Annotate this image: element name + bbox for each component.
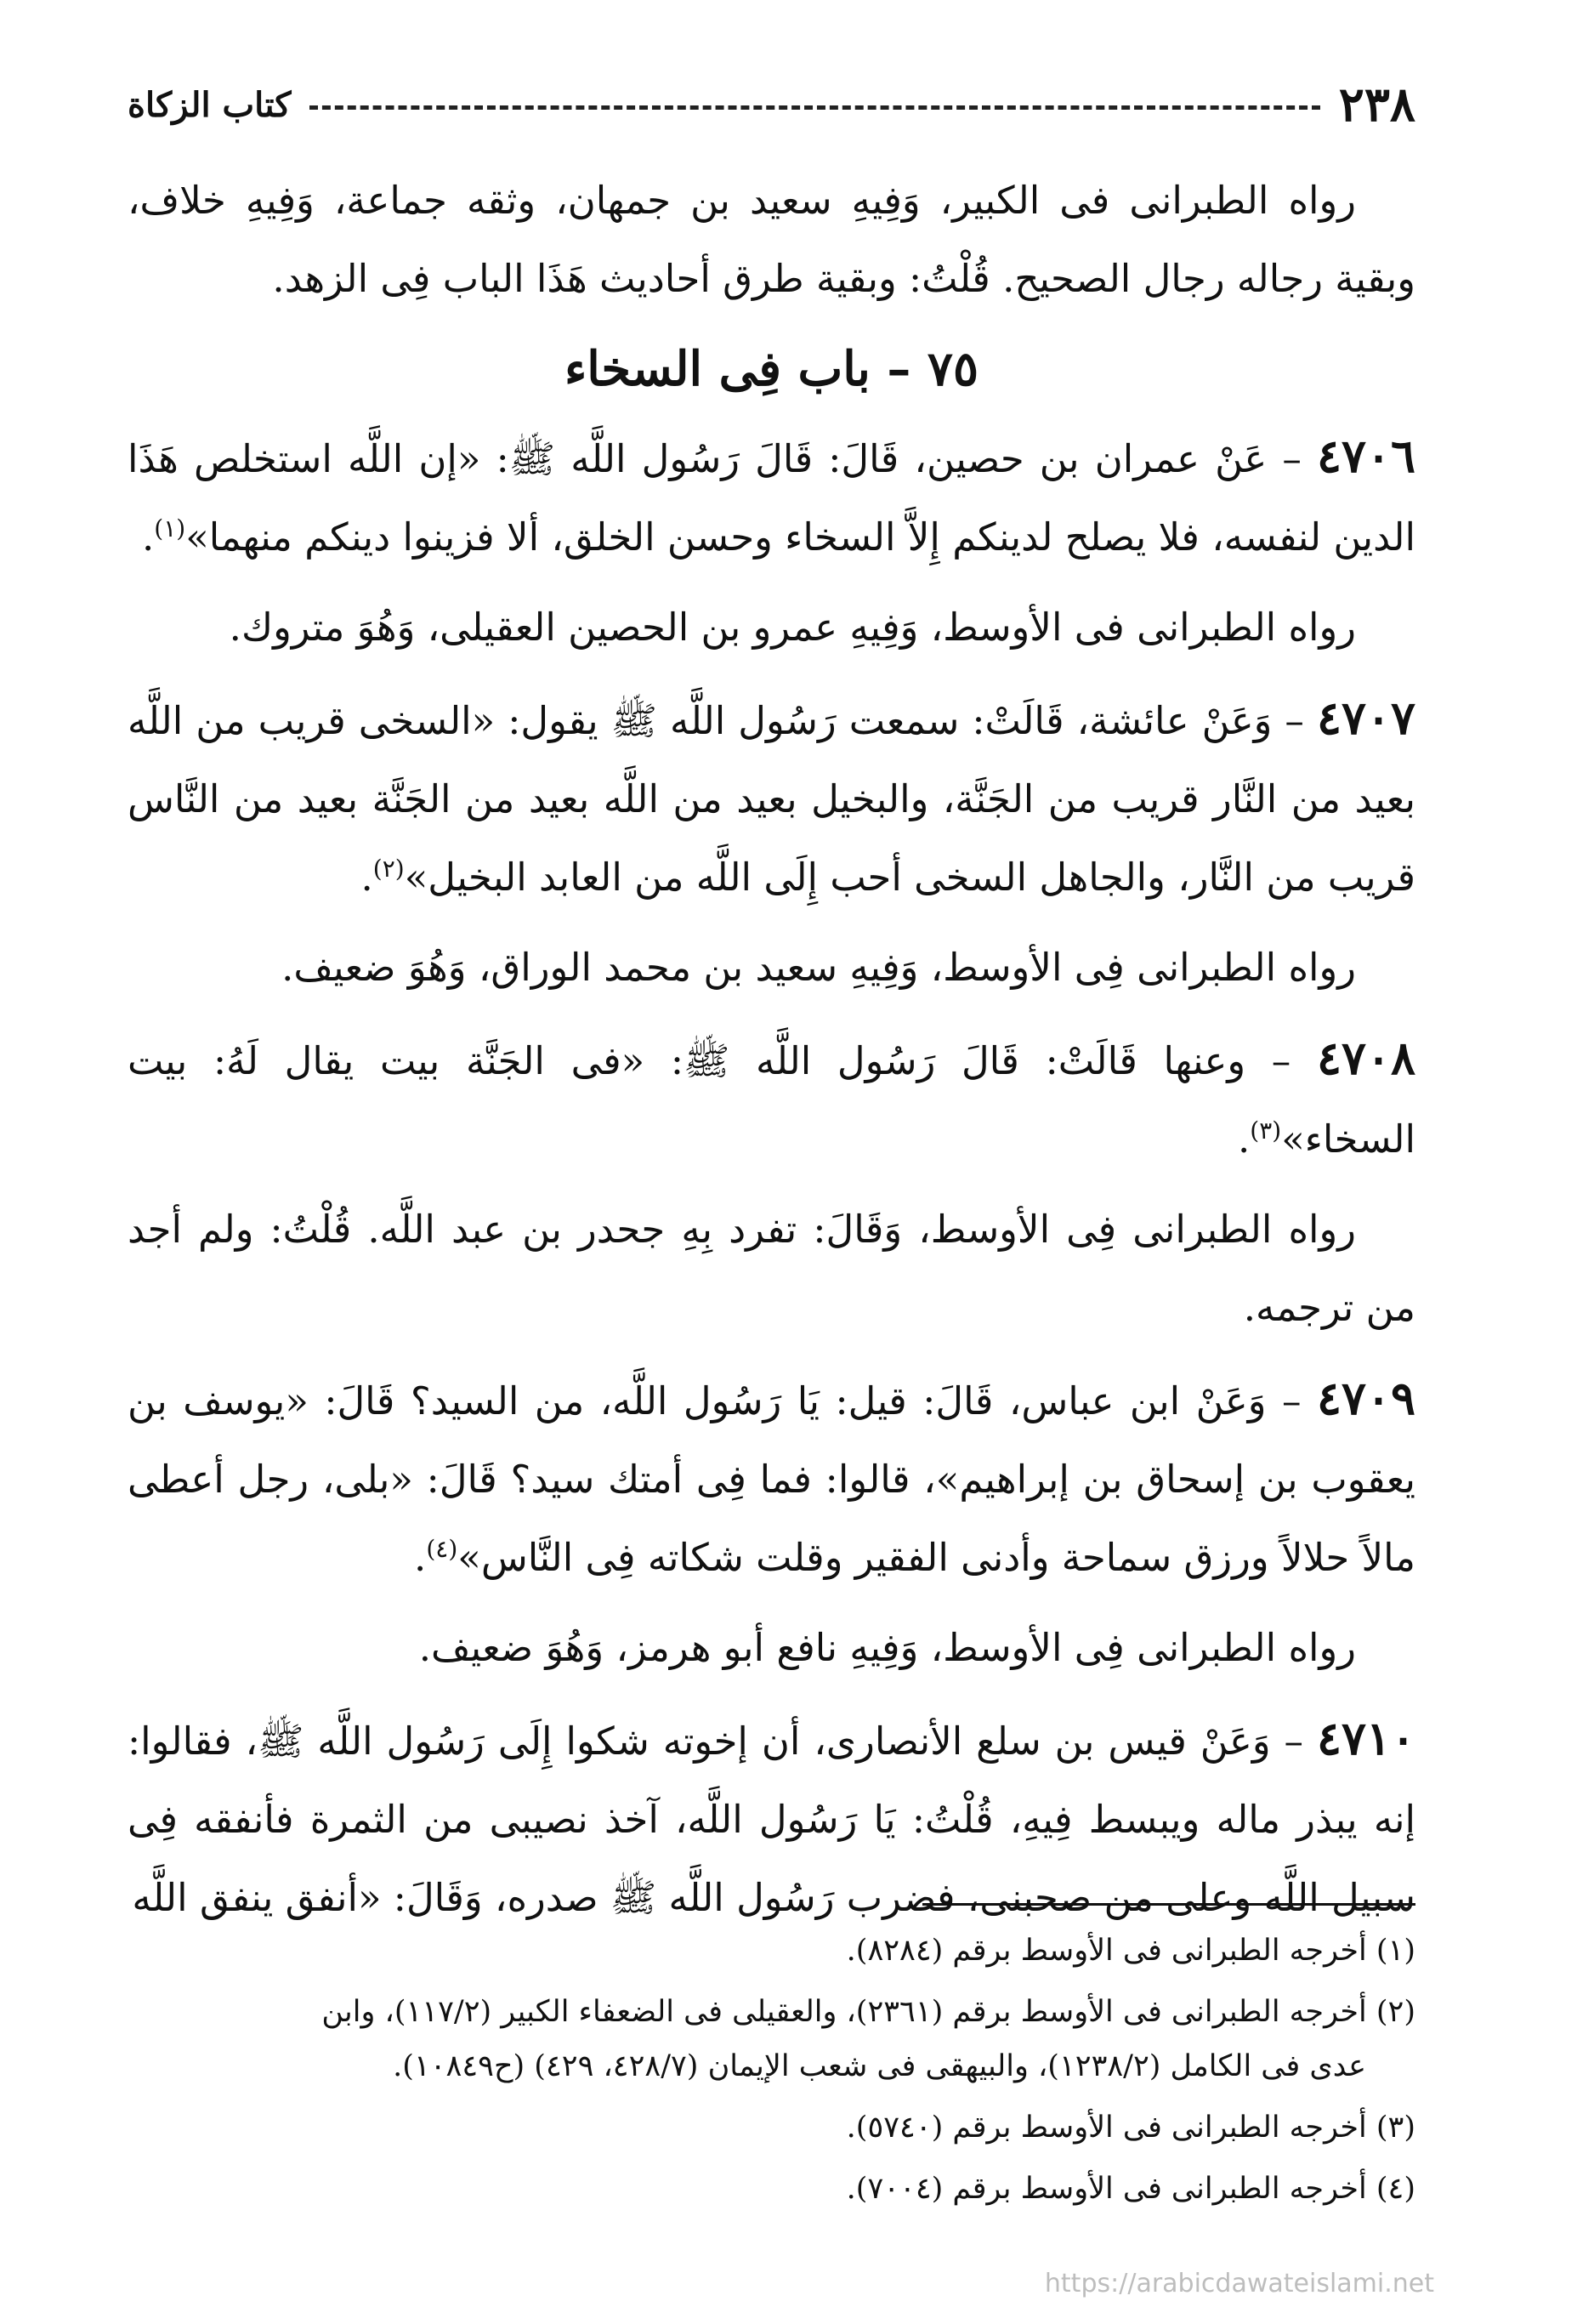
intro-paragraph: رواه الطبرانى فى الكبير، وَفِيهِ سعيد بن جمهان، وثقه جماعة، وَفِيهِ خلاف، وبقية رجاله رجال الصحيح. قُلْتُ: وبقية طرق أحاديث هَذَا الباب فِى الزهد.: [128, 178, 1415, 301]
hadith-text: – وَعَنْ عائشة، قَالَتْ: سمعت رَسُول اللَّه ﷺ يقول: «السخى قريب من اللَّه بعيد من النَّار قريب من الجَنَّة، والبخيل بعيد من اللَّه بعيد من الجَنَّة بعيد من النَّاس قريب من النَّار، والجاهل السخى أحب إِلَى اللَّه من العابد البخيل»: [128, 698, 1415, 900]
page-number: ٢٣٨: [1338, 77, 1415, 133]
hadith-number: ٤٧١٠: [1316, 1711, 1415, 1765]
footnote-item: [128, 1985, 1415, 2094]
footnote-item: (٣) أخرجه الطبرانى فى الأوسط برقم (٥٧٤٠).: [846, 2111, 1415, 2145]
hadith-text: – وَعَنْ ابن عباس، قَالَ: قيل: يَا رَسُول اللَّه، من السيد؟ قَالَ: «يوسف بن يعقوب بن إسحاق بن إبراهيم»، قالوا: فما فِى أمتك سيد؟ قَالَ: «بلى، رجل أعطى مالاً حلالاً ورزق سماحة وأدنى الفقير وقلت شكاته فِى النَّاس»: [128, 1378, 1415, 1580]
footnote-ref[interactable]: (١): [154, 514, 186, 543]
hadith-paragraph: ٤٧٠٩ – وَعَنْ ابن عباس، قَالَ: قيل: يَا رَسُول اللَّه، من السيد؟ قَالَ: «يوسف بن يعقوب بن إسحاق بن إبراهيم»، قالوا: فما فِى أمتك سيد؟ قَالَ: «بلى، رجل أعطى مالاً حلالاً ورزق سماحة وأدنى الفقير وقلت شكاته فِى النَّاس»$^{(٤)}$.: [128, 1371, 1415, 1580]
footnotes: [128, 1923, 1415, 2223]
hadith-number: ٤٧٠٧: [1316, 690, 1415, 745]
hadith-paragraph: ٤٧٠٨ – وعنها قَالَتْ: قَالَ رَسُول اللَّه ﷺ: «فى الجَنَّة بيت يقال لَهُ: بيت السخاء»$^{(٣)}$.: [128, 1031, 1416, 1162]
hadith-source: رواه الطبرانى فى الأوسط، وَفِيهِ عمرو بن الحصين العقيلى، وَهُوَ متروك.: [229, 605, 1356, 650]
footnote-ref[interactable]: (٣): [1250, 1117, 1282, 1145]
footnote-ref[interactable]: (٢): [372, 855, 405, 883]
hadith-text: – وَعَنْ قيس بن سلع الأنصارى، أن إخوته شكوا إِلَى رَسُول اللَّه ﷺ، فقالوا: إنه يبذر ماله ويبسط فِيهِ، قُلْتُ: يَا رَسُول اللَّه، آخذ نصيبى من الثمرة فأنفقه فِى سبيل اللَّه وعلى من صحبنى، فضرب رَسُول اللَّه ﷺ صدره، وَقَالَ: «أنفق ينفق اللَّه: [128, 1719, 1415, 1920]
hadith-text: – وعنها قَالَتْ: قَالَ رَسُول اللَّه ﷺ: «فى الجَنَّة بيت يقال لَهُ: بيت السخاء»: [128, 1038, 1415, 1162]
hadith-source: رواه الطبرانى فِى الأوسط، وَفِيهِ نافع أبو هرمز، وَهُوَ ضعيف.: [418, 1625, 1356, 1670]
hadith-paragraph: ٤٧٠٦ – عَنْ عمران بن حصين، قَالَ: قَالَ رَسُول اللَّه ﷺ: «إن اللَّه استخلص هَذَا الدين لنفسه، فلا يصلح لدينكم إِلاَّ السخاء وحسن الخلق، ألا فزينوا دينكم منهما»$^{(١)}$.: [128, 429, 1416, 560]
main-text: [128, 162, 1415, 1949]
footnote-ref[interactable]: (٤): [426, 1535, 458, 1563]
footnote-line-continued: عدى فى الكامل (١٢٣٨/٢)، والبيهقى فى شعب الإيمان (٤٢٨/٧، ٤٢٩) (ح١٠٨٤٩).: [393, 2049, 1366, 2083]
footnote-item: (١) أخرجه الطبرانى فى الأوسط برقم (٨٢٨٤).: [846, 1934, 1415, 1968]
watermark-url: https://arabicdawateislami.net: [1044, 2269, 1434, 2298]
hadith-paragraph: [128, 1699, 1415, 1937]
footnote-separator: [922, 1903, 1415, 1906]
header-dashed-rule: [309, 105, 1319, 110]
chapter-heading: ٧٥ – باب فِى السخاء: [564, 341, 979, 397]
hadith-number: ٤٧٠٩: [1316, 1371, 1415, 1425]
hadith-number: ٤٧٠٦: [1317, 429, 1416, 483]
hadith-text: – عَنْ عمران بن حصين، قَالَ: قَالَ رَسُول اللَّه ﷺ: «إن اللَّه استخلص هَذَا الدين لنفسه، فلا يصلح لدينكم إِلاَّ السخاء وحسن الخلق، ألا فزينوا دينكم منهما»: [128, 436, 1415, 560]
hadith-number: ٤٧٠٨: [1317, 1031, 1416, 1085]
book-title: كتاب الزكاة: [128, 84, 292, 125]
hadith-source: رواه الطبرانى فِى الأوسط، وَقَالَ: تفرد بِهِ جحدر بن عبد اللَّه. قُلْتُ: ولم أجد من ترجمه.: [128, 1207, 1415, 1330]
hadith-paragraph: ٤٧٠٧ – وَعَنْ عائشة، قَالَتْ: سمعت رَسُول اللَّه ﷺ يقول: «السخى قريب من اللَّه بعيد من النَّار قريب من الجَنَّة، والبخيل بعيد من اللَّه بعيد من الجَنَّة بعيد من النَّاس قريب من النَّار، والجاهل السخى أحب إِلَى اللَّه من العابد البخيل»$^{(٢)}$.: [128, 690, 1415, 900]
footnote-item: (٤) أخرجه الطبرانى فى الأوسط برقم (٧٠٠٤).: [846, 2172, 1415, 2206]
hadith-source: رواه الطبرانى فِى الأوسط، وَفِيهِ سعيد بن محمد الوراق، وَهُوَ ضعيف.: [281, 945, 1356, 990]
page-header: [128, 66, 1415, 143]
footnote-line: (٢) أخرجه الطبرانى فى الأوسط برقم (٢٣٦١)، والعقيلى فى الضعفاء الكبير (١١٧/٢)، وابن: [321, 1995, 1415, 2029]
